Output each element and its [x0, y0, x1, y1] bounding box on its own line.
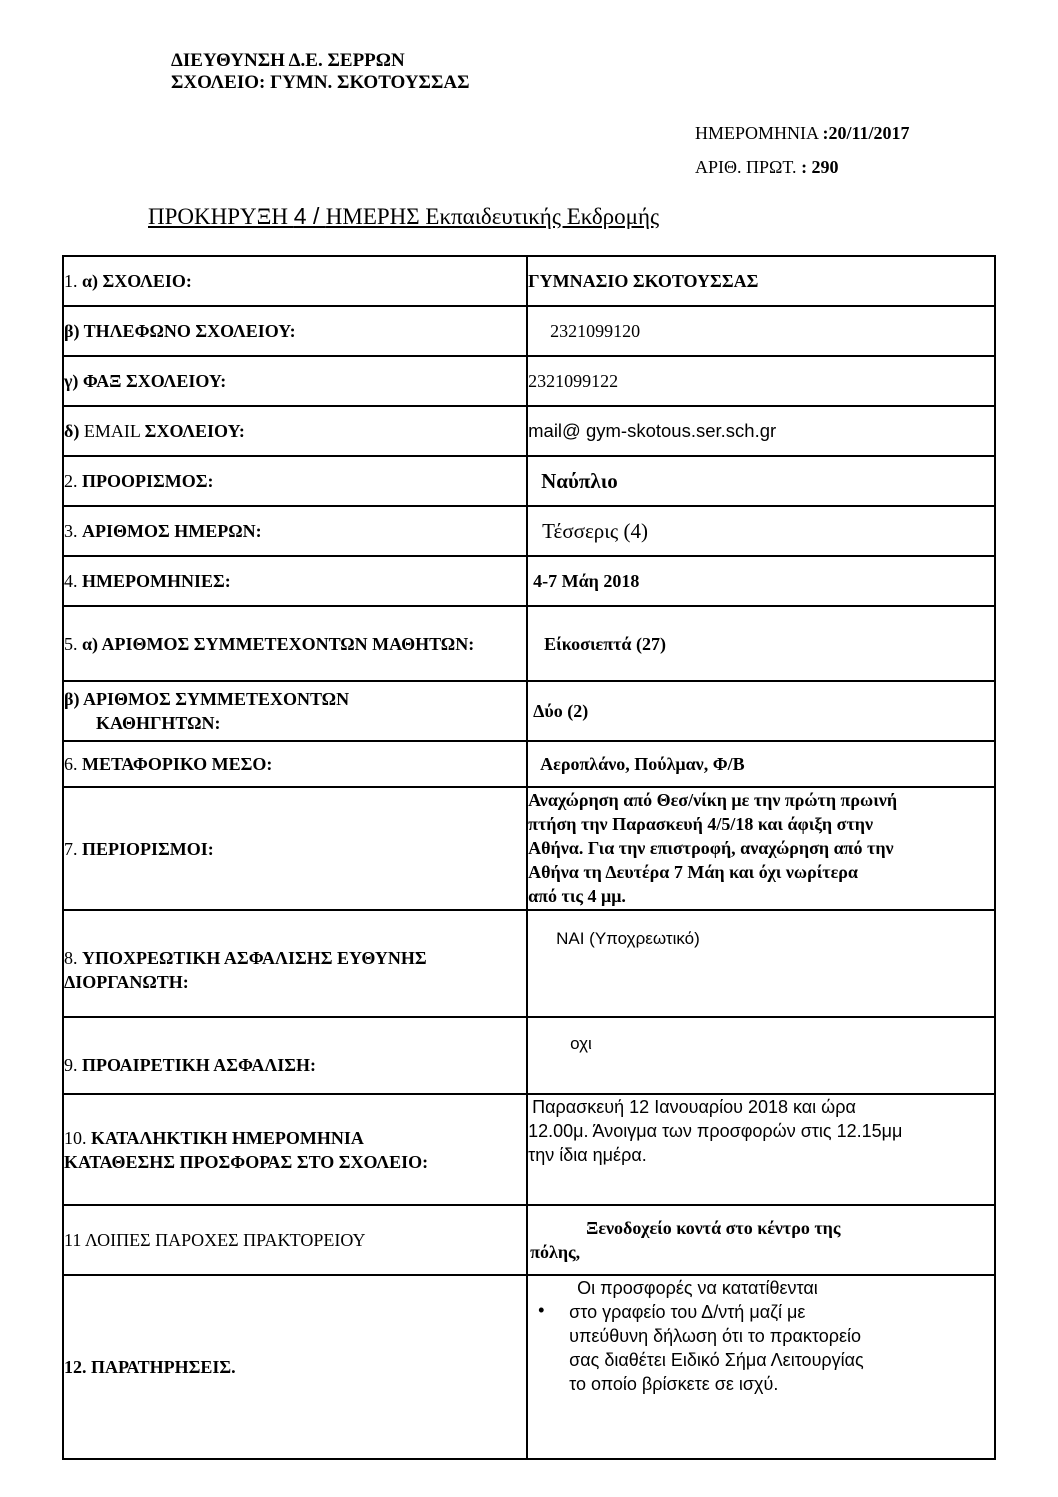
row-label: α) ΑΡΙΘΜΟΣ ΣΥΜΜΕΤΕΧΟΝΤΩΝ ΜΑΘΗΤΩΝ:	[82, 633, 475, 654]
date-value: :20/11/2017	[822, 123, 910, 143]
bullet-icon: •	[538, 1300, 545, 1320]
row-label: ΜΕΤΑΦΟΡΙΚΟ ΜΕΣΟ:	[82, 754, 273, 774]
table-row-insurance	[63, 910, 995, 1017]
row-label: α) ΣΧΟΛΕΙΟ:	[82, 271, 192, 291]
label-cell	[63, 556, 527, 606]
deadline-line: την ίδια ημέρα.	[528, 1145, 647, 1165]
restrictions-line: Αθήνα. Για την επιστροφή, αναχώρηση από την	[528, 838, 894, 858]
table-row-school	[63, 256, 995, 306]
table-row-deadline	[63, 1094, 995, 1205]
title-part3: ΗΜΕΡΗΣ Εκπαιδευτικής Εκδρομής	[325, 204, 660, 229]
protocol-value: : 290	[801, 157, 839, 177]
fax-value: 2321099122	[527, 356, 995, 406]
email-label-word: EMAIL	[83, 421, 145, 441]
row-number: 8.	[64, 947, 82, 968]
deadline-line: Παρασκευή 12 Ιανουαρίου 2018 και ώρα	[532, 1097, 856, 1117]
row-number: 4.	[64, 571, 82, 591]
restrictions-value	[527, 787, 995, 910]
dates-value: 4-7 Μάη 2018	[527, 556, 995, 606]
row-number: 6.	[64, 754, 82, 774]
table-row-dates	[63, 556, 995, 606]
row-label: ΑΡΙΘΜΟΣ ΗΜΕΡΩΝ:	[82, 521, 262, 541]
label-cell	[63, 506, 527, 556]
phone-label: β) ΤΗΛΕΦΩΝΟ ΣΧΟΛΕΙΟΥ:	[63, 306, 527, 356]
protocol-line	[695, 150, 910, 184]
label-cell	[63, 1205, 527, 1275]
row-number: 2.	[64, 471, 82, 491]
label-cell	[63, 1017, 527, 1094]
label-cell	[63, 787, 527, 910]
remarks-line: στο γραφείο του Δ/ντή μαζί με	[569, 1302, 806, 1322]
title-part2: 4 /	[293, 203, 326, 229]
label-cell	[63, 606, 527, 681]
extras-line: πόλης,	[530, 1242, 581, 1262]
insurance-label-line2: ΔΙΟΡΓΑΝΩΤΗ:	[64, 971, 189, 992]
row-number: 3.	[64, 521, 82, 541]
table-row-optional-insurance	[63, 1017, 995, 1094]
email-label-prefix: δ)	[64, 421, 84, 441]
date-label: ΗΜΕΡΟΜΗΝΙΑ	[695, 123, 823, 143]
row-number: 9.	[64, 1054, 82, 1075]
table-row-students	[63, 606, 995, 681]
label-cell	[63, 406, 527, 456]
label-cell	[63, 681, 527, 741]
row-number: 10.	[64, 1127, 91, 1148]
row-label: ΗΜΕΡΟΜΗΝΙΕΣ:	[82, 571, 231, 591]
label-cell	[63, 256, 527, 306]
deadline-label-line1: ΚΑΤΑΛΗΚΤΙΚΗ ΗΜΕΡΟΜΗΝΙΑ	[91, 1127, 364, 1148]
row-label: ΠΡΟΟΡΙΣΜΟΣ:	[82, 471, 214, 491]
remarks-value	[527, 1275, 995, 1459]
deadline-line: 12.00μ. Άνοιγμα των προσφορών στις 12.15μμ	[528, 1121, 903, 1141]
label-cell	[63, 910, 527, 1017]
table-row-phone	[63, 306, 995, 356]
extras-value	[527, 1205, 995, 1275]
deadline-label-line2: ΚΑΤΑΘΕΣΗΣ ΠΡΟΣΦΟΡΑΣ ΣΤΟ ΣΧΟΛΕΙΟ:	[64, 1151, 429, 1172]
email-value: mail@ gym-skotous.ser.sch.gr	[527, 406, 995, 456]
remarks-line: υπεύθυνη δήλωση ότι το πρακτορείο	[569, 1326, 861, 1346]
transport-value: Αεροπλάνο, Πούλμαν, Φ/Β	[527, 741, 995, 787]
destination-value: Ναύπλιο	[527, 456, 995, 506]
remarks-line: σας διαθέτει Ειδικό Σήμα Λειτουργίας	[569, 1350, 864, 1370]
date-line	[695, 116, 910, 150]
extras-line: Ξενοδοχείο κοντά στο κέντρο της	[586, 1218, 841, 1238]
protocol-label: ΑΡΙΘ. ΠΡΩΤ.	[695, 157, 802, 177]
teachers-value: Δύο (2)	[527, 681, 995, 741]
deadline-value	[527, 1094, 995, 1205]
table-row-remarks	[63, 1275, 995, 1459]
label-cell	[63, 1094, 527, 1205]
restrictions-line: Αναχώρηση από Θεσ/νίκη με την πρώτη πρωινή	[528, 790, 898, 810]
email-label-suffix: ΣΧΟΛΕΙΟΥ:	[144, 421, 245, 441]
document-header	[171, 50, 470, 94]
row-number: 1.	[64, 271, 82, 291]
table-row-extras	[63, 1205, 995, 1275]
row-number: 7.	[64, 838, 82, 859]
row-label: ΠΕΡΙΟΡΙΣΜΟΙ:	[82, 838, 214, 859]
teachers-label-line2: ΚΑΘΗΓΗΤΩΝ:	[96, 713, 221, 733]
restrictions-line: από τις 4 μμ.	[528, 886, 626, 906]
remarks-label: 12. ΠΑΡΑΤΗΡΗΣΕΙΣ.	[63, 1275, 527, 1459]
insurance-label-line1: ΥΠΟΧΡΕΩΤΙΚΗ ΑΣΦΑΛΙΣΗΣ ΕΥΘΥΝΗΣ	[82, 947, 427, 968]
row-number: 5.	[64, 633, 82, 654]
label-cell	[63, 741, 527, 787]
insurance-value: ΝΑΙ (Υποχρεωτικό)	[527, 910, 995, 1017]
table-row-days	[63, 506, 995, 556]
phone-value: 2321099120	[527, 306, 995, 356]
directorate-name: ΔΙΕΥΘΥΝΣΗ Δ.Ε. ΣΕΡΡΩΝ	[171, 50, 405, 71]
students-value: Είκοσιεπτά (27)	[527, 606, 995, 681]
days-value: Τέσσερις (4)	[527, 506, 995, 556]
table-row-transport	[63, 741, 995, 787]
restrictions-line: Αθήνα τη Δευτέρα 7 Μάη και όχι νωρίτερα	[528, 862, 858, 882]
table-row-restrictions	[63, 787, 995, 910]
optional-insurance-value: οχι	[527, 1017, 995, 1094]
teachers-label-line1: β) ΑΡΙΘΜΟΣ ΣΥΜΜΕΤΕΧΟΝΤΩΝ	[64, 689, 350, 709]
table-row-email	[63, 406, 995, 456]
label-cell	[63, 456, 527, 506]
school-value: ΓΥΜΝΑΣΙΟ ΣΚΟΤΟΥΣΣΑΣ	[527, 256, 995, 306]
table-row-fax	[63, 356, 995, 406]
trip-details-table	[62, 255, 996, 1460]
row-label: ΠΡΟΑΙΡΕΤΙΚΗ ΑΣΦΑΛΙΣΗ:	[82, 1054, 316, 1075]
remarks-line: το οποίο βρίσκετε σε ισχύ.	[569, 1374, 779, 1394]
restrictions-line: πτήση την Παρασκευή 4/5/18 και άφιξη στην	[528, 814, 874, 834]
page-title	[148, 203, 659, 230]
fax-label: γ) ΦΑΞ ΣΧΟΛΕΙΟΥ:	[63, 356, 527, 406]
remarks-line: Οι προσφορές να κατατίθενται	[577, 1278, 818, 1298]
row-label: ΛΟΙΠΕΣ ΠΑΡΟΧΕΣ ΠΡΑΚΤΟΡΕΙΟΥ	[84, 1230, 366, 1250]
table-row-destination	[63, 456, 995, 506]
table-row-teachers	[63, 681, 995, 741]
title-part1: ΠΡΟΚΗΡΥΞΗ	[148, 204, 294, 229]
school-name: ΣΧΟΛΕΙΟ: ΓΥΜΝ. ΣΚΟΤΟΥΣΣΑΣ	[171, 72, 470, 93]
row-number: 11	[64, 1230, 85, 1250]
document-meta	[695, 116, 910, 184]
